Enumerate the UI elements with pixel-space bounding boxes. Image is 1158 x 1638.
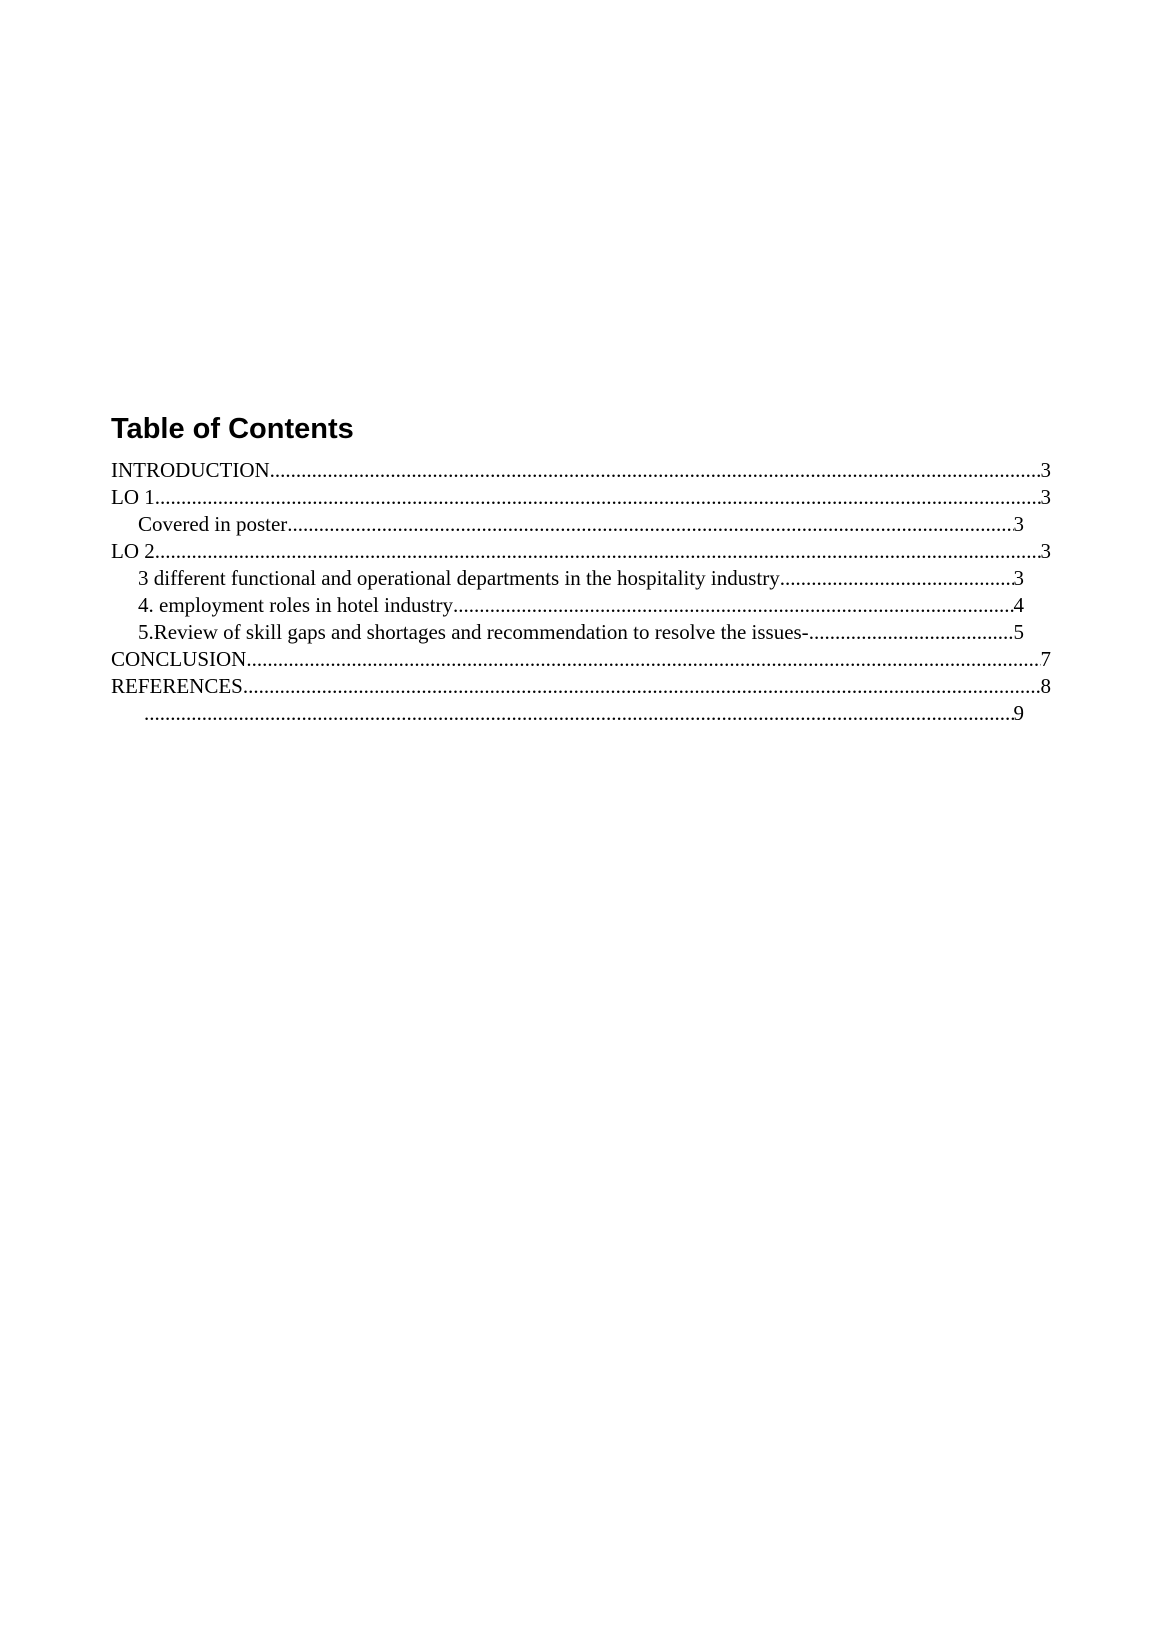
toc-entry-introduction[interactable]	[111, 457, 1051, 484]
toc-dot-leader	[246, 646, 1040, 673]
toc-dot-leader	[287, 511, 1013, 538]
toc-entry-label: 3 different functional and operational departments in the hospitality industry	[138, 566, 780, 590]
table-of-contents	[111, 411, 1051, 727]
toc-entry-page: 7	[1040, 647, 1051, 671]
toc-entry-label: LO 2	[111, 539, 155, 563]
toc-entry-label: 4. employment roles in hotel industry	[138, 593, 453, 617]
toc-entry-page: 3	[1013, 512, 1024, 536]
toc-title: Table of Contents	[111, 413, 354, 445]
toc-entry-skill-gaps[interactable]	[111, 619, 1051, 646]
toc-entry-label: Covered in poster	[138, 512, 288, 536]
toc-entry-label: INTRODUCTION	[111, 458, 270, 482]
toc-entry-page: 3	[1040, 485, 1051, 509]
toc-dot-leader	[809, 619, 1014, 646]
toc-entry-label: REFERENCES	[111, 674, 243, 698]
toc-entry-page: 5	[1013, 620, 1024, 644]
toc-dot-leader	[780, 565, 1014, 592]
toc-entry-covered-in-poster[interactable]	[111, 511, 1051, 538]
toc-entry-employment-roles[interactable]	[111, 592, 1051, 619]
toc-dot-leader	[243, 673, 1041, 700]
toc-entry-page: 9	[1013, 701, 1024, 725]
toc-dot-leader	[453, 592, 1014, 619]
toc-entry-page: 3	[1040, 458, 1051, 482]
toc-dot-leader	[270, 457, 1041, 484]
toc-entry-lo1[interactable]	[111, 484, 1051, 511]
toc-entry-references[interactable]	[111, 673, 1051, 700]
toc-entry-label: LO 1	[111, 485, 155, 509]
toc-entry-label: 5.Review of skill gaps and shortages and recommendation to resolve the issues-	[138, 620, 809, 644]
toc-entry-label: CONCLUSION	[111, 647, 247, 671]
toc-entry-page: 4	[1013, 593, 1024, 617]
toc-dot-leader	[144, 700, 1014, 727]
toc-entry-lo2[interactable]	[111, 538, 1051, 565]
toc-dot-leader	[155, 484, 1041, 511]
toc-entry-page: 3	[1040, 539, 1051, 563]
toc-entry-departments[interactable]	[111, 565, 1051, 592]
toc-dot-leader	[155, 538, 1041, 565]
toc-entry-page: 3	[1013, 566, 1024, 590]
toc-entry-conclusion[interactable]	[111, 646, 1051, 673]
toc-entry-untitled[interactable]	[111, 700, 1051, 727]
toc-entry-page: 8	[1040, 674, 1051, 698]
